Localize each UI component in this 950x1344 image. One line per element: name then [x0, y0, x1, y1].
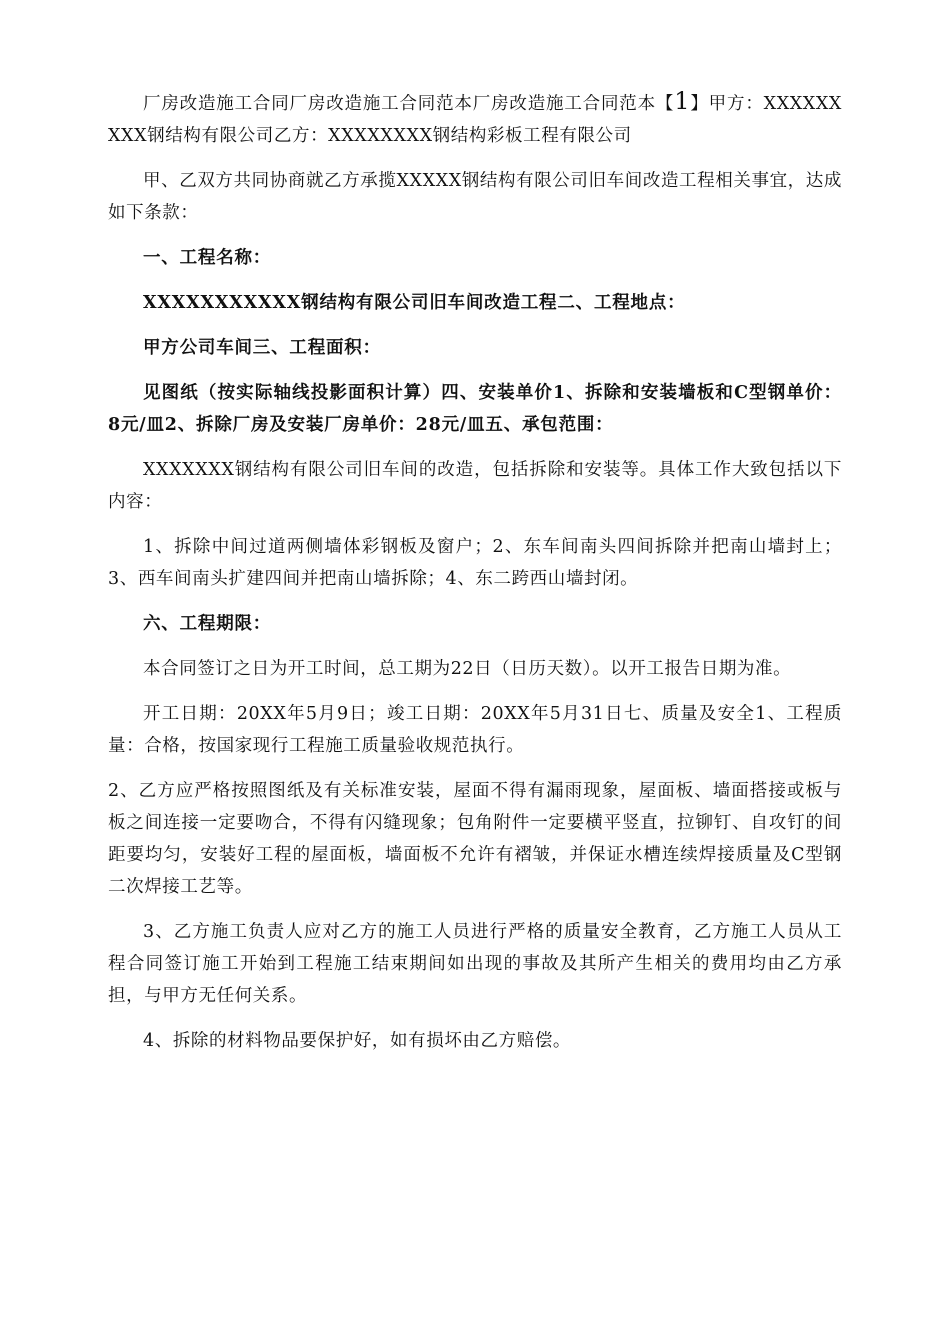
section-heading-period: 六、工程期限： [143, 614, 272, 634]
installation-requirements-paragraph: 2、乙方应严格按照图纸及有关标准安装，屋面不得有漏雨现象，屋面板、墙面搭接或板与板之间连接一定要吻合，不得有闪缝现象；包角附件一定要横平竖直，拉铆钉、自攻钉的间距要均匀，安装好工程的屋面板，墙面板不允许有褶皱，并保证水槽连续焊接质量及C型钢二次焊接工艺等。 [108, 781, 842, 897]
preamble-paragraph: 甲、乙双方共同协商就乙方承揽XXXXX钢结构有限公司旧车间改造工程相关事宜，达成如下条款： [108, 171, 842, 223]
contract-title-and-parties [108, 88, 842, 152]
location-and-area-heading: 甲方公司车间三、工程面积： [143, 338, 381, 358]
section-heading-project-name: 一、工程名称： [143, 248, 272, 268]
parties-text: 】甲方：XXXXXXXXX钢结构有限公司乙方：XXXXXXXX钢结构彩板工程有限公司 [108, 94, 842, 146]
document-body [108, 88, 842, 1070]
scope-paragraph: XXXXXXX钢结构有限公司旧车间的改造，包括拆除和安装等。具体工作大致包括以下内容： [108, 460, 842, 512]
title-number: 1 [674, 87, 691, 115]
safety-education-paragraph: 3、乙方施工负责人应对乙方的施工人员进行严格的质量安全教育，乙方施工人员从工程合同签订施工开始到工程施工结束期间如出现的事故及其所产生相关的费用均由乙方承担，与甲方无任何关系。 [108, 922, 842, 1006]
area-price-scope-paragraph: 见图纸（按实际轴线投影面积计算）四、安装单价1、拆除和安装墙板和C型钢单价：8元/皿2、拆除厂房及安装厂房单价：28元/皿五、承包范围： [108, 383, 842, 435]
period-paragraph: 本合同签订之日为开工时间，总工期为22日（日历天数）。以开工报告日期为准。 [143, 659, 792, 679]
materials-protection-paragraph: 4、拆除的材料物品要保护好，如有损坏由乙方赔偿。 [143, 1031, 572, 1051]
dates-quality-paragraph: 开工日期：20XX年5月9日；竣工日期：20XX年5月31日七、质量及安全1、工程质量：合格，按国家现行工程施工质量验收规范执行。 [108, 704, 842, 756]
title-text: 厂房改造施工合同厂房改造施工合同范本厂房改造施工合同范本【 [143, 94, 675, 114]
work-items-paragraph: 1、拆除中间过道两侧墙体彩钢板及窗户；2、东车间南头四间拆除并把南山墙封上；3、西车间南头扩建四间并把南山墙拆除；4、东二跨西山墙封闭。 [108, 537, 842, 589]
project-name-and-location-heading: XXXXXXXXXXX钢结构有限公司旧车间改造工程二、工程地点： [143, 293, 686, 313]
